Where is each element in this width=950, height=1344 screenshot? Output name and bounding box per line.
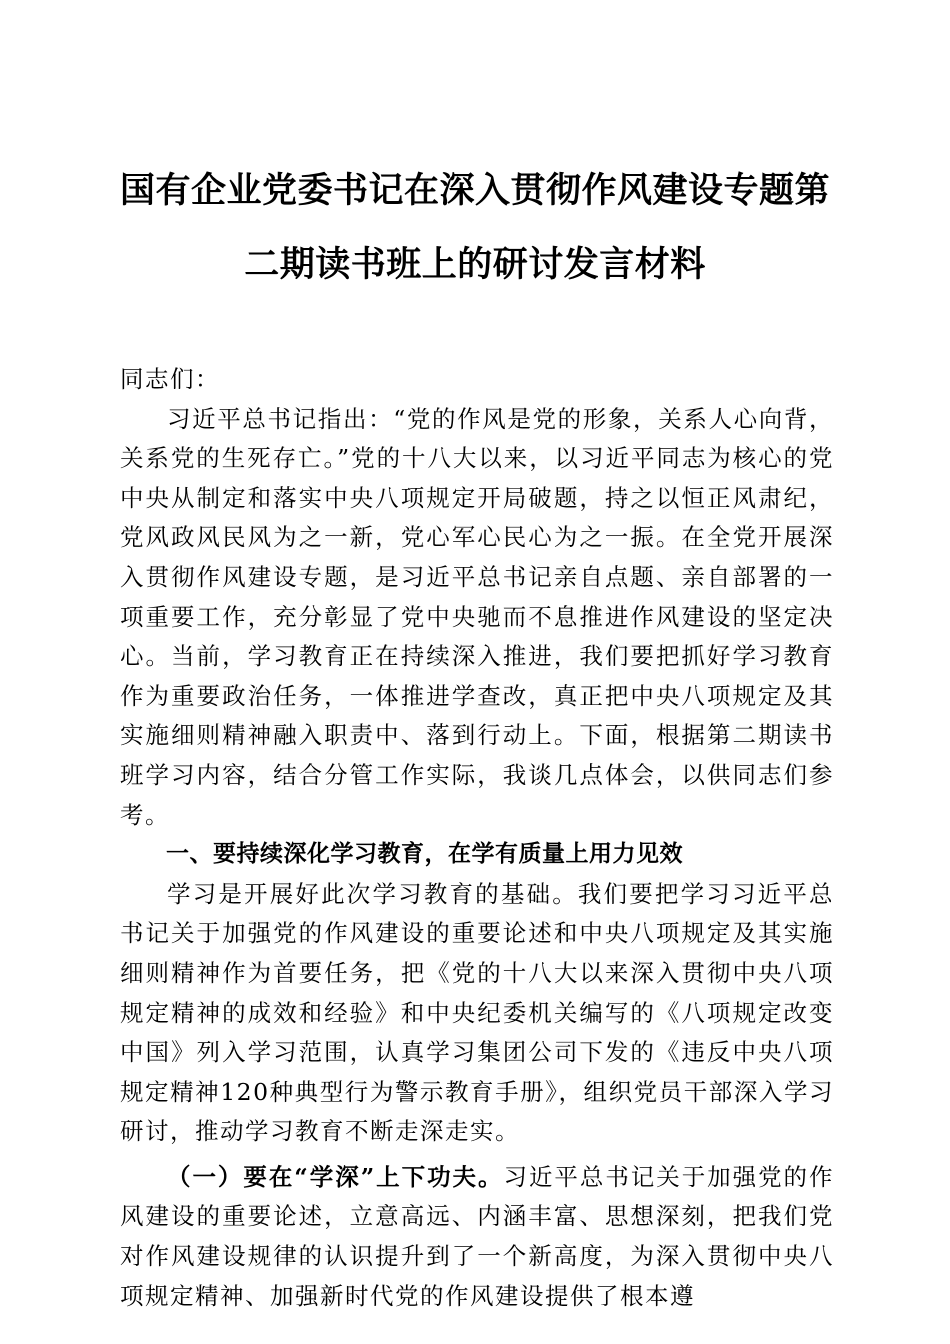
- subsection-heading-1: （一）要在“学深”上下功夫。: [167, 1162, 504, 1191]
- subsection-text-1: 习近平总书记关于加强党的作风建设的重要论述，立意高远、内涵丰富、思想深刻，把我们党对作风建设规律的认识提升到了一个新高度，为深入贯彻中央八项规定精神、加强新时代党的作风建设提供了根本遵: [120, 1162, 835, 1310]
- salutation: 同志们：: [120, 365, 220, 393]
- paragraph-intro: 习近平总书记指出：“党的作风是党的形象，关系人心向背，关系党的生死存亡。”党的十八大以来，以习近平同志为核心的党中央从制定和落实中央八项规定开局破题，持之以恒正风肃纪，党风政风民风为之一新，党心军心民心为之一振。在全党开展深入贯彻作风建设专题，是习近平总书记亲自点题、亲自部署的一项重要工作，充分彰显了党中央驰而不息推进作风建设的坚定决心。当前，学习教育正在持续深入推进，我们要把抓好学习教育作为重要政治任务，一体推进学查改，真正把中央八项规定及其实施细则精神融入职责中、落到行动上。下面，根据第二期读书班学习内容，结合分管工作实际，我谈几点体会，以供同志们参考。: [120, 404, 834, 829]
- paragraph-study: 学习是开展好此次学习教育的基础。我们要把学习习近平总书记关于加强党的作风建设的重要论述和中央八项规定及其实施细则精神作为首要任务，把《党的十八大以来深入贯彻中央八项规定精神的成效和经验》和中央纪委机关编写的《八项规定改变中国》列入学习范围，认真学习集团公司下发的《违反中央八项规定精神120种典型行为警示教育手册》，组织党员干部深入学习研讨，推动学习教育不断走深走实。: [120, 879, 834, 1146]
- paragraph-subsection-1: [120, 1158, 834, 1316]
- section-heading-1: 一、要持续深化学习教育，在学有质量上用力见效: [166, 841, 683, 868]
- document-title-line-1: 国有企业党委书记在深入贯彻作风建设专题第: [119, 170, 830, 211]
- document-body: [120, 360, 834, 1316]
- document-title-line-2: 二期读书班上的研讨发言材料: [244, 244, 706, 285]
